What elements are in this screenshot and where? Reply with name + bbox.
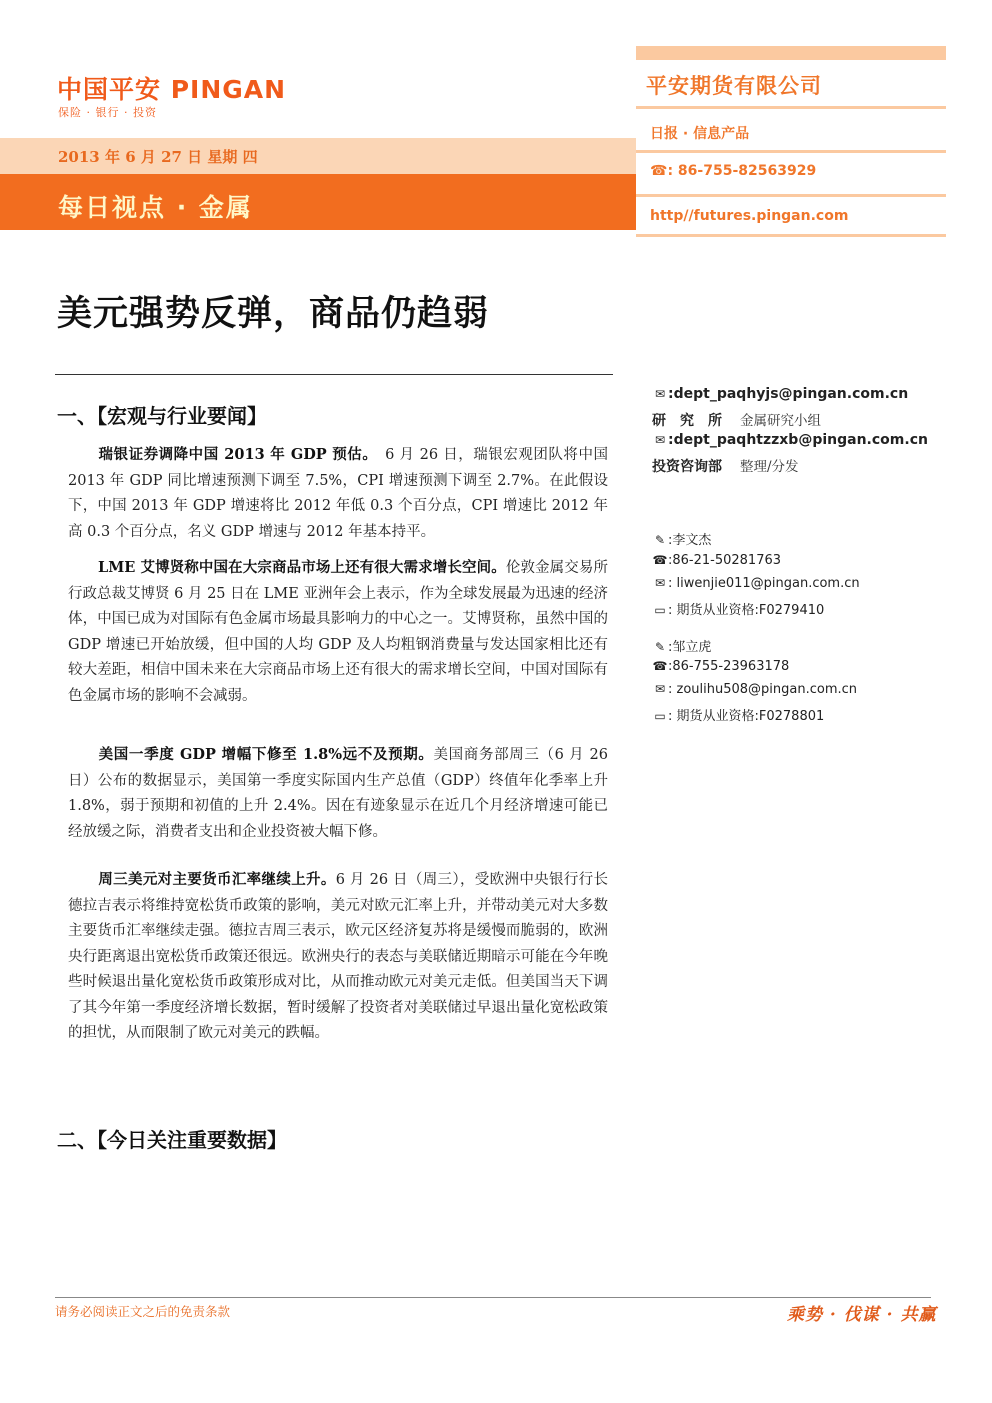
phone-icon: ☎:: [650, 163, 674, 179]
analyst-phone: ☎:86-755-23963178: [652, 659, 790, 674]
headline-rule: [55, 374, 613, 375]
envelope-icon: ✉: [654, 433, 666, 447]
logo-tagline: 保险 · 银行 · 投资: [58, 106, 157, 119]
date-band: [0, 138, 636, 174]
pen-icon: ✎: [654, 640, 666, 654]
headline: 美元强势反弹，商品仍趋弱: [57, 294, 490, 334]
section-1-title: 一、【宏观与行业要闻】: [57, 404, 267, 428]
phone-icon: ☎: [652, 659, 668, 673]
book-icon: ▭: [654, 603, 666, 617]
right-divider: [636, 234, 946, 237]
analyst-name: ✎ :李文杰: [652, 529, 711, 548]
company-name: 平安期货有限公司: [646, 73, 822, 98]
disclaimer-link[interactable]: 请务必阅读正文之后的免责条款: [55, 1304, 231, 1319]
dept-research: 研 究 所 金属研究小组: [652, 413, 821, 429]
right-divider: [636, 106, 946, 109]
news-paragraph: LME 艾博贤称中国在大宗商品市场上还有很大需求增长空间。伦敦金属交易所行政总裁艾博贤 6 月 25 日在 LME 亚洲年会上表示，作为全球发展最为迅速的经济体，中国已成为对国际有色金属市场最具影响力的中心之一。艾博贤称，虽然中国的 GDP 增速已开始放缓，但中国的人均 GDP 及人均粗钢消费量与发达国家相比还有较大差距，相信中国未来在大宗商品市场上还有很大的需求增长空间，中国对国际有色金属市场的影响不会减弱。: [68, 559, 609, 704]
analyst-license: ▭ : 期货从业资格:F0279410: [652, 599, 824, 618]
contact-email-advisory[interactable]: ✉ :dept_paqhtzzxb@pingan.com.cn: [652, 432, 928, 448]
news-paragraph: 美国一季度 GDP 增幅下修至 1.8%远不及预期。美国商务部周三（6 月 26 日）公布的数据显示，美国第一季度实际国内生产总值（GDP）终值年化季率上升 1.8%，弱于预期和初值的上升 2.4%。因在有迹象显示在近几个月经济增速可能已经放缓之际，消费者支出和企业投资被大幅下修。: [68, 746, 608, 840]
envelope-icon: ✉: [654, 576, 666, 590]
analyst-email[interactable]: ✉ : liwenjie011@pingan.com.cn: [652, 576, 860, 591]
book-icon: ▭: [654, 709, 666, 723]
website-link[interactable]: http//futures.pingan.com: [650, 208, 849, 224]
envelope-icon: ✉: [654, 682, 666, 696]
news-paragraph: 瑞银证券调降中国 2013 年 GDP 预估。 6 月 26 日，瑞银宏观团队将中国 2013 年 GDP 同比增速预测下调至 7.5%，CPI 增速预测下调至 2.7%。在此假设下，中国 2013 年 GDP 增速将比 2012 年低 0.3 个百分点，CPI 增速比 2012 年高 0.3 个百分点，名义 GDP 增速与 2012 年基本持平。: [68, 446, 608, 540]
pingan-logo: 中国平安 PINGAN: [57, 75, 287, 104]
footer-rule: [55, 1297, 931, 1298]
dept-advisory: 投资咨询部 整理/分发: [652, 459, 799, 475]
analyst-email[interactable]: ✉ : zoulihu508@pingan.com.cn: [652, 682, 857, 697]
envelope-icon: ✉: [654, 387, 666, 401]
right-divider: [636, 150, 946, 153]
section-2-title: 二、【今日关注重要数据】: [57, 1128, 287, 1152]
report-type: 日报 · 信息产品: [650, 126, 750, 142]
right-top-bar: [636, 46, 946, 60]
analyst-name: ✎ :邹立虎: [652, 636, 711, 655]
report-date: 2013 年 6 月 27 日 星期 四: [58, 148, 258, 166]
news-paragraph: 周三美元对主要货币汇率继续上升。6 月 26 日（周三），受欧洲中央银行行长德拉吉表示将维持宽松货币政策的影响，美元对欧元汇率上升，并带动美元对大多数主要货币汇率继续走强。德拉吉周三表示，欧元区经济复苏将是缓慢而脆弱的，欧洲央行距离退出宽松货币政策还很远。欧洲央行的表态与美联储近期暗示可能在今年晚些时候退出量化宽松货币政策形成对比，从而推动欧元对美元走低。但美国当天下调了其今年第一季度经济增长数据，暂时缓解了投资者对美联储过早退出量化宽松政策的担忧，从而限制了欧元对美元的跌幅。: [68, 871, 608, 1041]
pen-icon: ✎: [654, 533, 666, 547]
analyst-phone: ☎:86-21-50281763: [652, 553, 782, 568]
phone-icon: ☎: [652, 553, 668, 567]
column-title: 每日视点 · 金属: [58, 193, 253, 222]
column-band: [0, 174, 636, 230]
contact-email-research[interactable]: ✉ :dept_paqhyjs@pingan.com.cn: [652, 386, 908, 402]
right-divider: [636, 194, 946, 197]
analyst-license: ▭ : 期货从业资格:F0278801: [652, 705, 824, 724]
header-phone: ☎: 86-755-82563929: [650, 163, 817, 179]
footer-slogan: 乘势 · 伐谋 · 共赢: [787, 1305, 937, 1325]
